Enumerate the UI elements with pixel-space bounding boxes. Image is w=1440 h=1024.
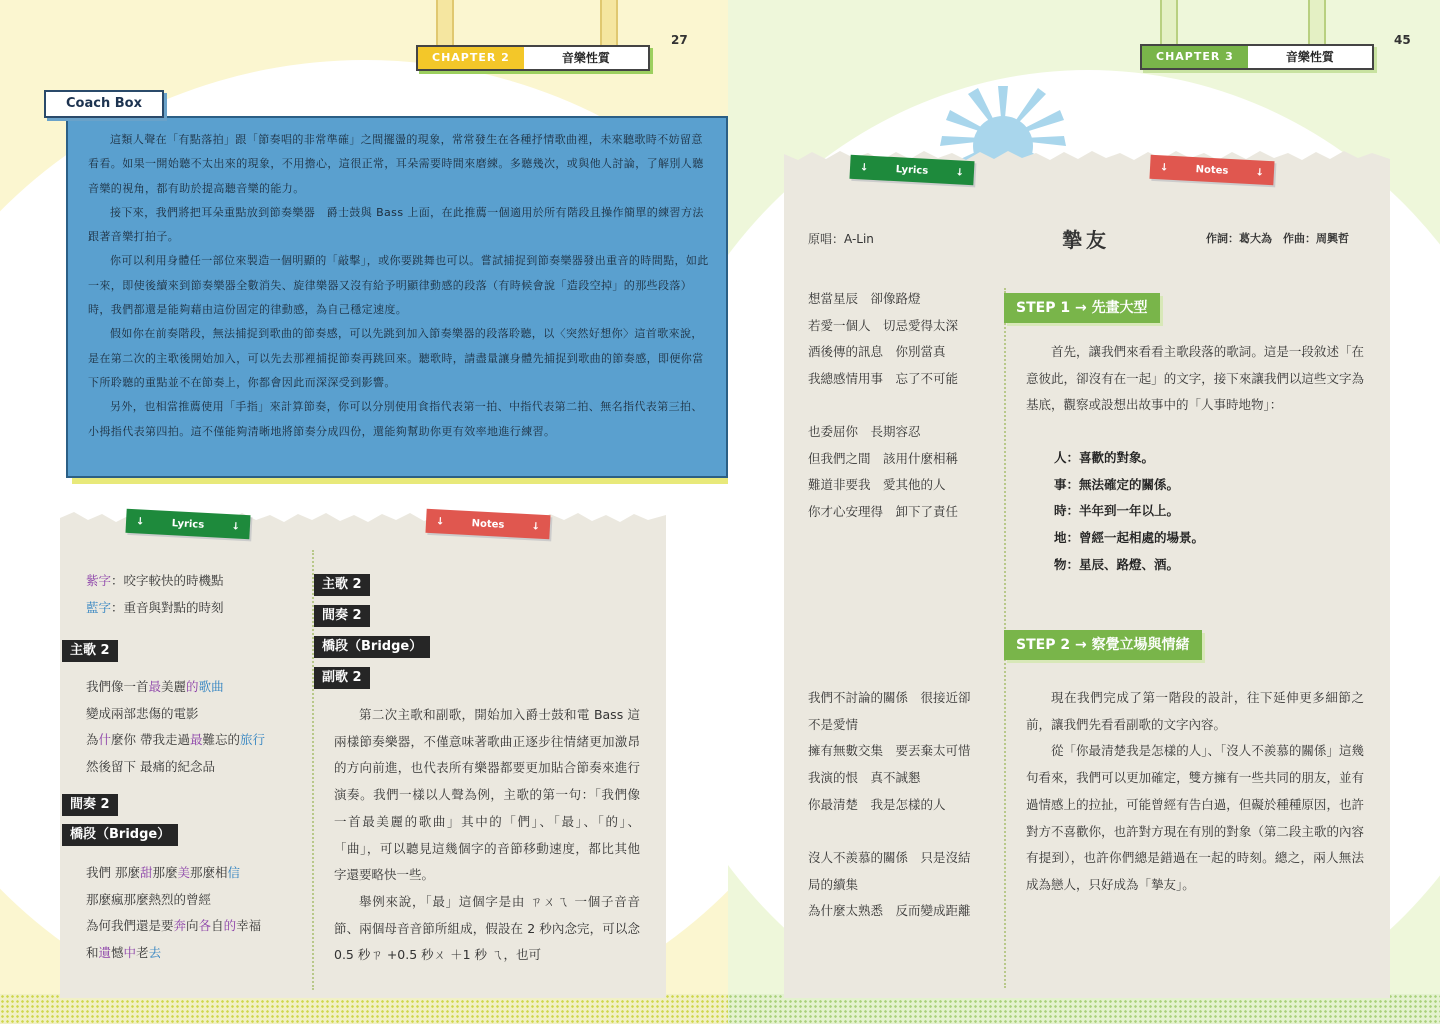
coach-paragraph: 另外，也相當推薦使用「手指」來計算節奏，你可以分別使用食指代表第一拍、中指代表第二拍、無名指代表第三拍、小拇指代表第四拍。這不僅能夠清晰地將節奏分成四份，還能夠幫助你更有效率地進行練習。 [88, 400, 703, 438]
page-number: 27 [671, 33, 688, 47]
notes-body [334, 702, 640, 969]
legend-purple-desc: ：咬字較快的時機點 [111, 573, 224, 588]
bookmark-strip [436, 0, 454, 45]
lyric-line: 我演的恨 真不誠懇 [808, 770, 921, 786]
step-2-paragraph: 從「你最清楚我是怎樣的人」、「沒人不羨慕的關係」這幾句看來，我們可以更加確定，雙方擁有一些共同的朋友，並有過情感上的拉扯，可能曾經有告白過，但礙於種種原因，也許對方不喜歡你，也許對方現在有別的對象（第二段主歌的內容有提到），也許你們總是錯過在一起的時刻。總之，兩人無法成為戀人，只好成為「摯友」。 [1026, 743, 1364, 892]
notes-paragraph: 舉例來說，「最」這個字是由 ㄗㄨㄟ 一個子音音節、兩個母音音節所組成，假設在 2 秒內念完，可以念 0.5 秒ㄗ +0.5 秒ㄨ ＋1 秒 ㄟ，也可 [334, 893, 640, 963]
lyric-line: 想當星辰 卻像路燈 [808, 291, 921, 306]
lyrics-block [808, 845, 1008, 925]
notes-heading-interlude-2: 間奏 2 [314, 605, 370, 627]
step-2-paragraph: 現在我們完成了第一階段的設計，往下延伸更多細節之前，讓我們先看看副歌的文字內容。 [1026, 690, 1364, 732]
arrow-down-icon: ↓ [1255, 166, 1265, 179]
step-2-label: STEP 2 [1016, 637, 1071, 653]
lyric-line: 局的續集 [808, 876, 859, 892]
verse-2-lyrics [86, 674, 306, 781]
lyric-line: 為什麼太熟悉 反而變成距離 [808, 903, 971, 919]
lyric-line: 我總感情用事 忘了不可能 [808, 371, 959, 387]
coach-paragraph: 你可以利用身體任一部位來製造一個明顯的「敲擊」，或你要跳舞也可以。嘗試捕捉到節奏樂器發出重音的時間點，如此一來，即使後續來到節奏樂器全數消失、旋律樂器又沒有給予明顯律動感的段落（有時候會說「造段空掉」的那些段落）時，我們都還是能夠藉由這份固定的律動感，為自己穩定速度。 [88, 254, 709, 317]
lyric-line: 我們不討論的關係 很接近卻 [808, 690, 971, 705]
lyric-line: 我們 那麼甜那麼美那麼相信 [86, 865, 241, 880]
lyric-line: 若愛一個人 切忌愛得太深 [808, 317, 959, 333]
story-element: 地：曾經一起相處的場景。 [1054, 530, 1205, 546]
section-heading-verse-2: 主歌 2 [62, 640, 118, 662]
section-heading-interlude-2: 間奏 2 [62, 794, 118, 816]
arrow-down-icon: ↓ [135, 515, 145, 528]
notes-heading-chorus-2: 副歌 2 [314, 667, 370, 689]
arrow-down-icon: ↓ [531, 520, 541, 533]
story-elements-list [1054, 445, 1354, 579]
arrow-down-icon: ↓ [859, 161, 869, 174]
page-number: 45 [1394, 33, 1411, 47]
step-1-label: STEP 1 [1016, 300, 1071, 316]
arrow-down-icon: ↓ [231, 520, 241, 533]
notes-tag-label: Notes [471, 517, 505, 531]
bookmark-strip [1308, 0, 1326, 45]
legend-blue [86, 595, 306, 622]
coach-paragraph: 假如你在前奏階段，無法捕捉到歌曲的節奏感，可以先跳到加入節奏樂器的段落聆聽，以〈突然好想你〉這首歌來說，是在第二次的主歌後開始加入，可以先去那裡捕捉節奏再跳回來。聽歌時，請盡量讓身體先捕捉到歌曲的節奏感，即便你當下所聆聽的重點並不在節奏上，你都會因此而深深受到影響。 [88, 327, 704, 389]
song-title: 摯友 [1062, 228, 1110, 252]
coach-paragraph: 這類人聲在「有點落拍」跟「節奏唱的非常準確」之間擺盪的現象，常常發生在各種抒情歌曲裡，未來聽歌時不妨留意看看。如果一開始聽不太出來的現象，不用擔心，這很正常，耳朵需要時間來磨練。多聽幾次，或與他人討論，了解別人聽音樂的視角，都有助於提高聽音樂的能力。 [88, 133, 704, 195]
step-1-paragraph: 首先，讓我們來看看主歌段落的歌詞。這是一段敘述「在意彼此，卻沒有在一起」的文字，接下來讓我們以這些文字為基底，觀察或設想出故事中的「人事時地物」： [1026, 344, 1364, 413]
lyric-line: 不是愛情 [808, 716, 859, 732]
notes-heading-bridge: 橋段（Bridge） [314, 636, 430, 658]
lyric-line: 為什麼你 帶我走過最難忘的旅行 [86, 732, 266, 748]
story-element: 物：星辰、路燈、酒。 [1054, 556, 1180, 572]
lyric-line: 你才心安理得 卸下了責任 [808, 504, 959, 520]
chapter-tab [1140, 44, 1374, 70]
arrow-right-icon: → [1074, 300, 1092, 316]
arrow-down-icon: ↓ [1159, 161, 1169, 174]
lyric-line: 但我們之間 該用什麼相稱 [808, 450, 959, 466]
lyric-line: 擁有無數交集 要丟棄太可惜 [808, 743, 971, 759]
step-1-heading [1004, 293, 1160, 323]
arrow-down-icon: ↓ [955, 166, 965, 179]
chapter-label: CHAPTER 2 [418, 47, 524, 69]
step-2-title: 察覺立場與情緒 [1091, 637, 1190, 653]
lyrics-tag-label: Lyrics [895, 163, 929, 177]
coach-paragraph: 接下來，我們將把耳朵重點放到節奏樂器 爵士鼓與 Bass 上面，在此推薦一個適用於所有階段且操作簡單的練習方法 跟著音樂打拍子。 [88, 205, 716, 244]
story-element: 事：無法確定的關係。 [1054, 476, 1180, 492]
legend-blue-key: 藍字 [86, 599, 112, 615]
bookmark-strip [1160, 0, 1178, 45]
coach-box-label: Coach Box [44, 90, 164, 118]
chapter-title: 音樂性質 [1285, 50, 1334, 64]
step-2-heading [1004, 630, 1202, 660]
chapter-label: CHAPTER 3 [1142, 46, 1248, 68]
bookmark-strip [600, 0, 618, 45]
lyrics-block [808, 286, 1008, 393]
lyric-line: 難道非要我 愛其他的人 [808, 477, 946, 493]
lyric-line: 然後留下 最痛的紀念品 [86, 759, 215, 775]
section-heading-bridge: 橋段（Bridge） [62, 824, 178, 846]
story-element: 時：半年到一年以上。 [1054, 503, 1180, 519]
step-1-title: 先畫大型 [1091, 300, 1148, 316]
lyrics-block [808, 685, 1008, 819]
lyric-line: 那麼瘋那麼熱烈的曾經 [86, 891, 212, 907]
bridge-lyrics [86, 860, 306, 967]
lyric-line: 和遺憾中老去 [86, 945, 162, 961]
lyric-line: 為何我們還是要奔向各自的幸福 [86, 918, 262, 934]
legend-blue-desc: ：重音與對點的時刻 [111, 599, 224, 615]
chapter-tab [416, 45, 650, 71]
left-dot-band [0, 994, 728, 1024]
lyric-line: 也委屈你 長期容忍 [808, 424, 921, 439]
step-1-body [1026, 339, 1364, 419]
notes-tag-label: Notes [1195, 163, 1229, 177]
lyrics-column [86, 568, 306, 621]
step-2-body [1026, 685, 1364, 899]
legend-purple [86, 568, 306, 595]
story-element: 人：喜歡的對象。 [1054, 450, 1155, 465]
lyrics-tag-label: Lyrics [171, 517, 205, 531]
coach-box [66, 116, 728, 478]
lyrics-block [808, 419, 1008, 526]
song-credits: 作詞：葛大為 作曲：周興哲 [1206, 232, 1349, 245]
original-singer: 原唱：A-Lin [808, 232, 874, 246]
notes-paragraph: 第二次主歌和副歌，開始加入爵士鼓和電 Bass 這兩樣節奏樂器，不僅意味著歌曲正逐步往情緒更加激昂的方向前進，也代表所有樂器都要更加貼合節奏來進行演奏。我們一樣以人聲為例，主歌的第一句：「我們像一首最美麗的歌曲」其中的「們」、「最」、「的」、「曲」，可以聽見這幾個字的音節移動速度，都比其他字還要略快一些。 [334, 707, 640, 883]
lyric-line: 沒人不羨慕的關係 只是沒結 [808, 850, 971, 865]
lyric-line: 我們像一首最美麗的歌曲 [86, 679, 224, 694]
arrow-down-icon: ↓ [435, 515, 445, 528]
lyric-line: 變成兩部悲傷的電影 [86, 705, 199, 721]
notes-heading-verse-2: 主歌 2 [314, 574, 370, 596]
lyric-line: 你最清楚 我是怎樣的人 [808, 796, 946, 812]
right-dot-band [728, 994, 1440, 1024]
right-page [728, 0, 1440, 1024]
arrow-right-icon: → [1074, 637, 1092, 653]
chapter-title: 音樂性質 [561, 51, 610, 65]
lyric-line: 酒後傳的訊息 你別當真 [808, 344, 946, 360]
legend-purple-key: 紫字 [86, 573, 112, 588]
